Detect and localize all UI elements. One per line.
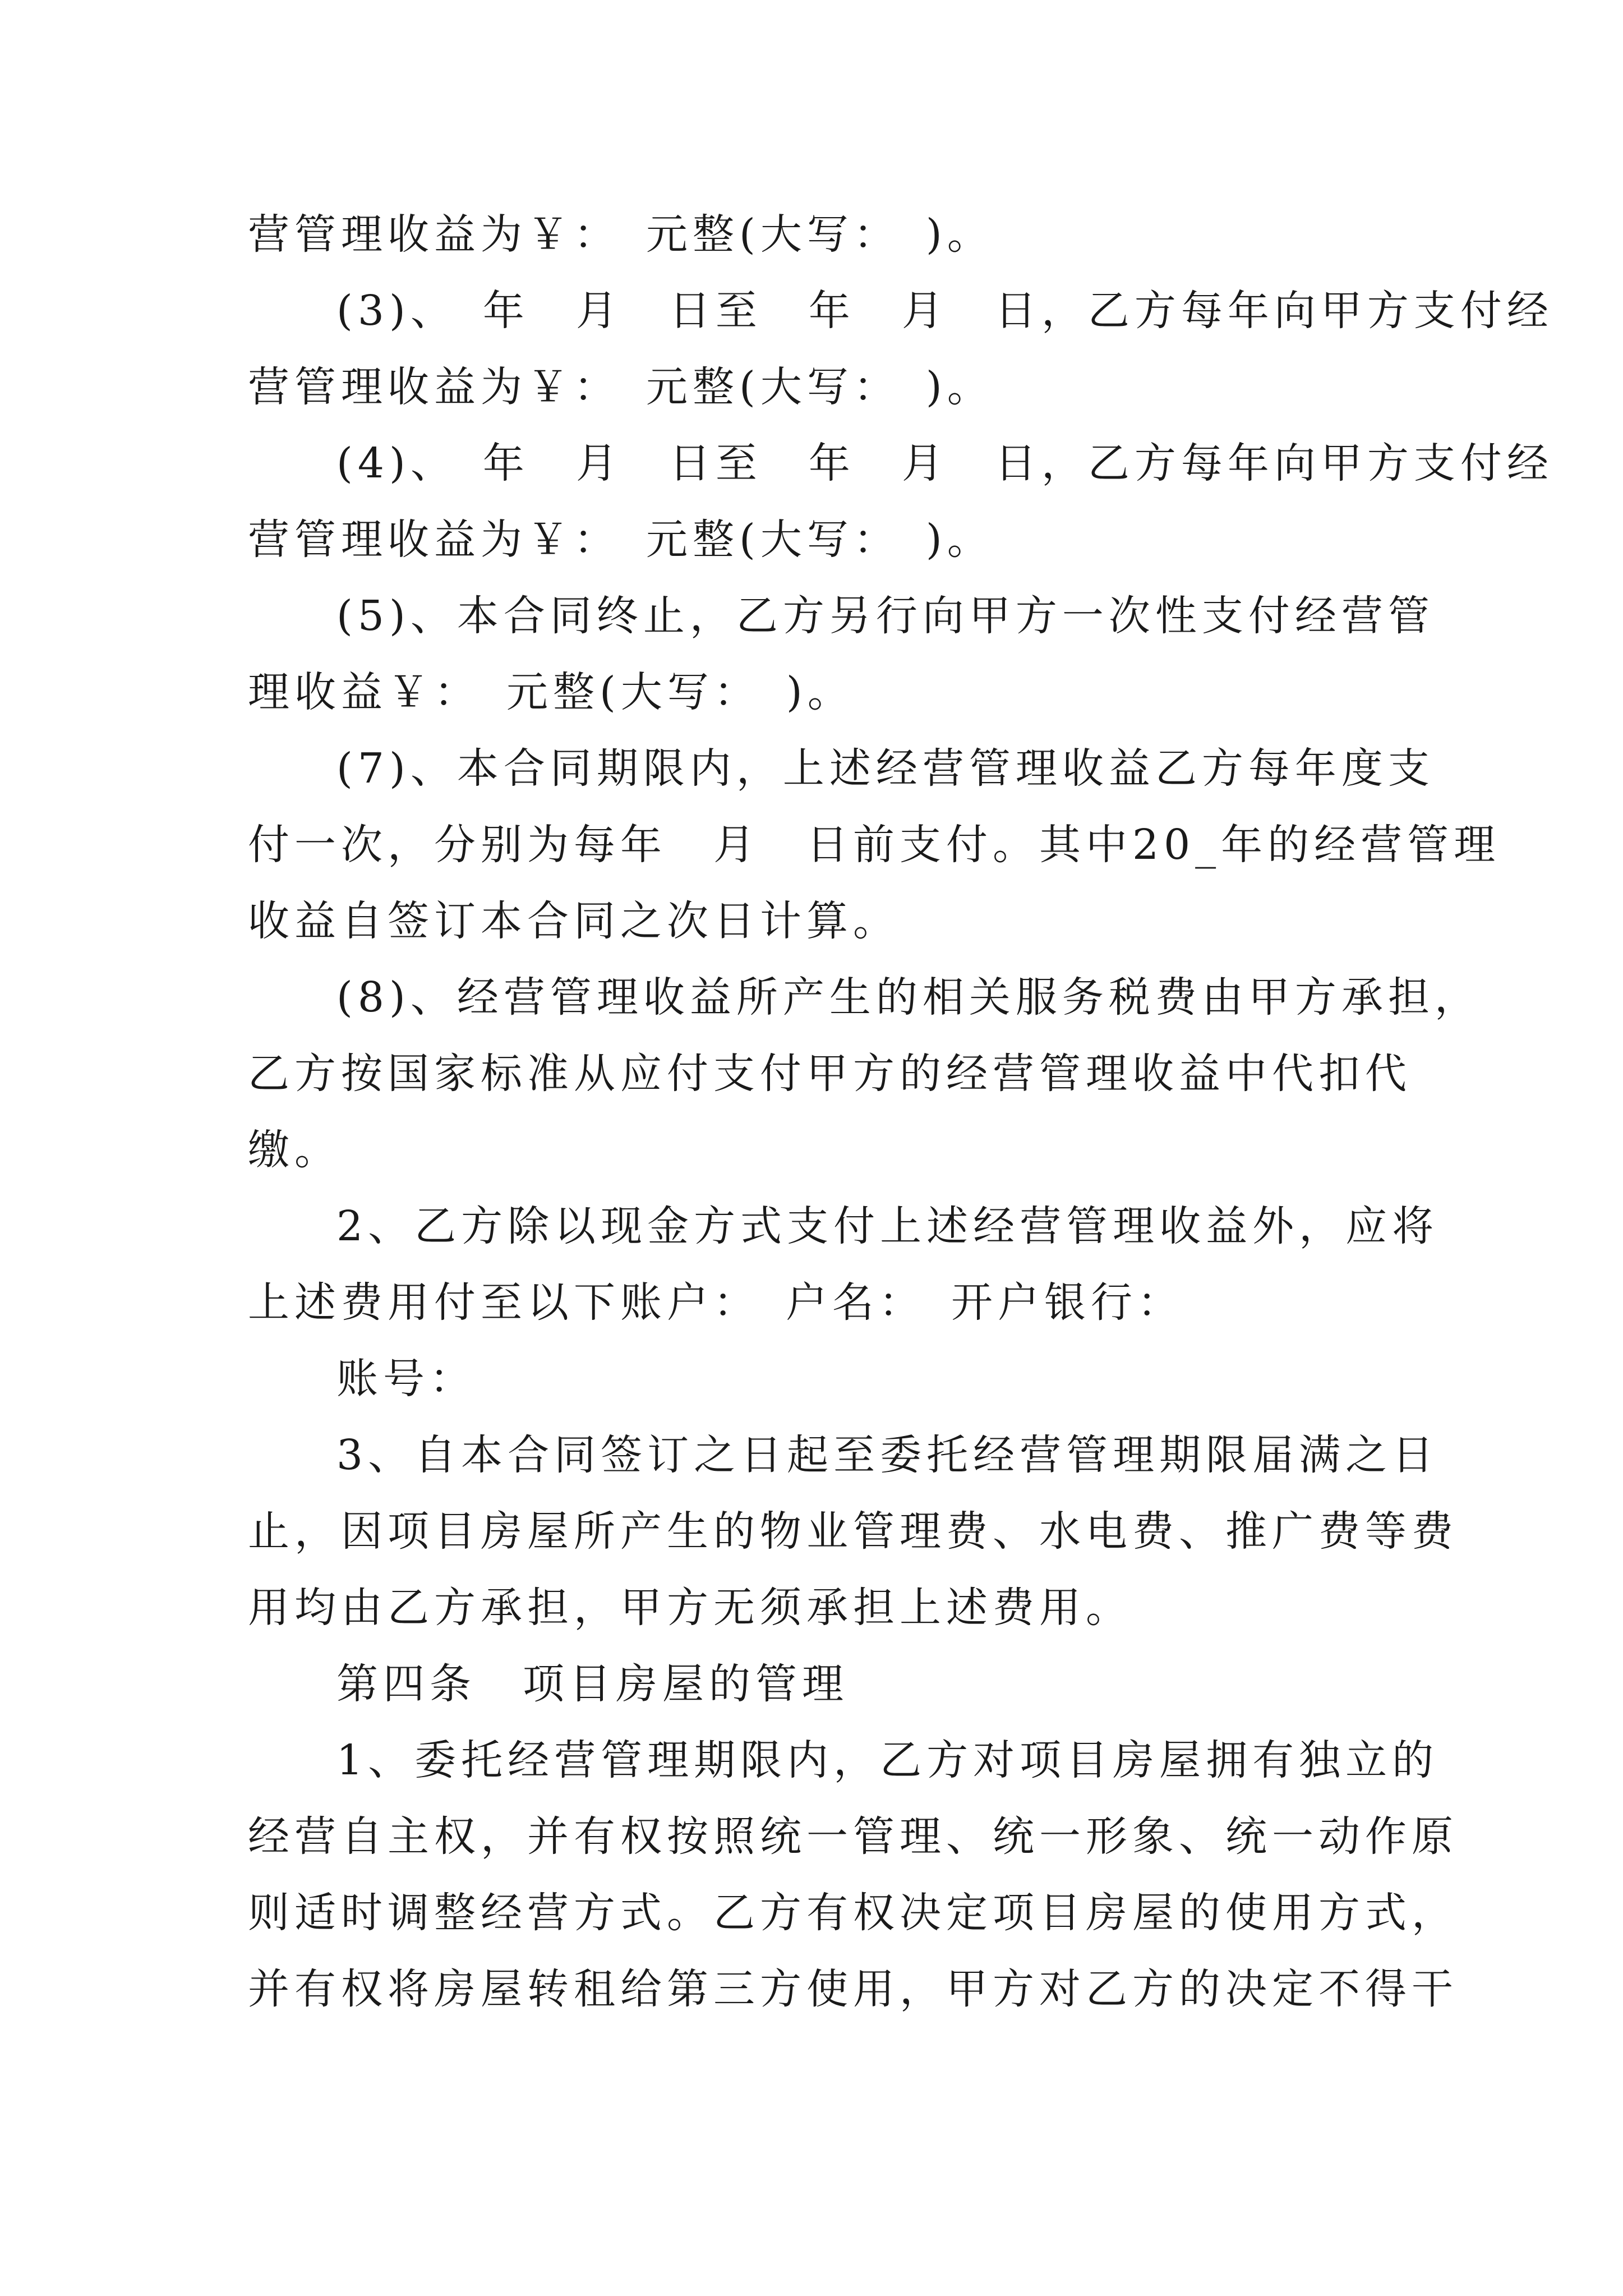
text-line: 营管理收益为￥： 元整(大写： )。 — [248, 363, 994, 411]
text-line: 上述费用付至以下账户： 户名： 开户银行： — [248, 1278, 1184, 1327]
text-line: 止，因项目房屋所产生的物业管理费、水电费、推广费等费 — [248, 1507, 1458, 1556]
text-line: (5)、本合同终止，乙方另行向甲方一次性支付经营管 — [336, 592, 1435, 640]
text-line: 付一次，分别为每年 月 日前支付。其中20_年的经营管理 — [248, 821, 1501, 869]
text-line: 则适时调整经营方式。乙方有权决定项目房屋的使用方式， — [248, 1889, 1458, 1937]
text-line: 用均由乙方承担，甲方无须承担上述费用。 — [248, 1584, 1132, 1632]
text-line: 理收益￥： 元整(大写： )。 — [248, 668, 854, 716]
text-line: (3)、 年 月 日至 年 月 日，乙方每年向甲方支付经 — [336, 287, 1553, 335]
text-line: 2、乙方除以现金方式支付上述经营管理收益外，应将 — [336, 1202, 1439, 1250]
text-line: (8)、经营管理收益所产生的相关服务税费由甲方承担， — [336, 973, 1481, 1022]
contract-body — [248, 196, 1553, 2027]
text-line: 收益自签订本合同之次日计算。 — [248, 897, 900, 945]
text-line: 乙方按国家标准从应付支付甲方的经营管理收益中代扣代 — [248, 1050, 1412, 1098]
text-line: 并有权将房屋转租给第三方使用，甲方对乙方的决定不得干 — [248, 1965, 1458, 2013]
text-line: 经营自主权，并有权按照统一管理、统一形象、统一动作原 — [248, 1812, 1458, 1861]
text-line: 营管理收益为￥： 元整(大写： )。 — [248, 516, 994, 564]
text-line: 3、自本合同签订之日起至委托经营管理期限届满之日 — [336, 1431, 1439, 1479]
text-line: (4)、 年 月 日至 年 月 日，乙方每年向甲方支付经 — [336, 439, 1553, 487]
text-line: (7)、本合同期限内，上述经营管理收益乙方每年度支 — [336, 744, 1435, 793]
text-line: 缴。 — [248, 1126, 341, 1174]
text-line: 营管理收益为￥： 元整(大写： )。 — [248, 210, 994, 259]
text-line: 1、委托经营管理期限内，乙方对项目房屋拥有独立的 — [336, 1736, 1439, 1784]
text-line: 账号： — [336, 1355, 476, 1403]
section-heading: 第四条 项目房屋的管理 — [336, 1660, 849, 1708]
